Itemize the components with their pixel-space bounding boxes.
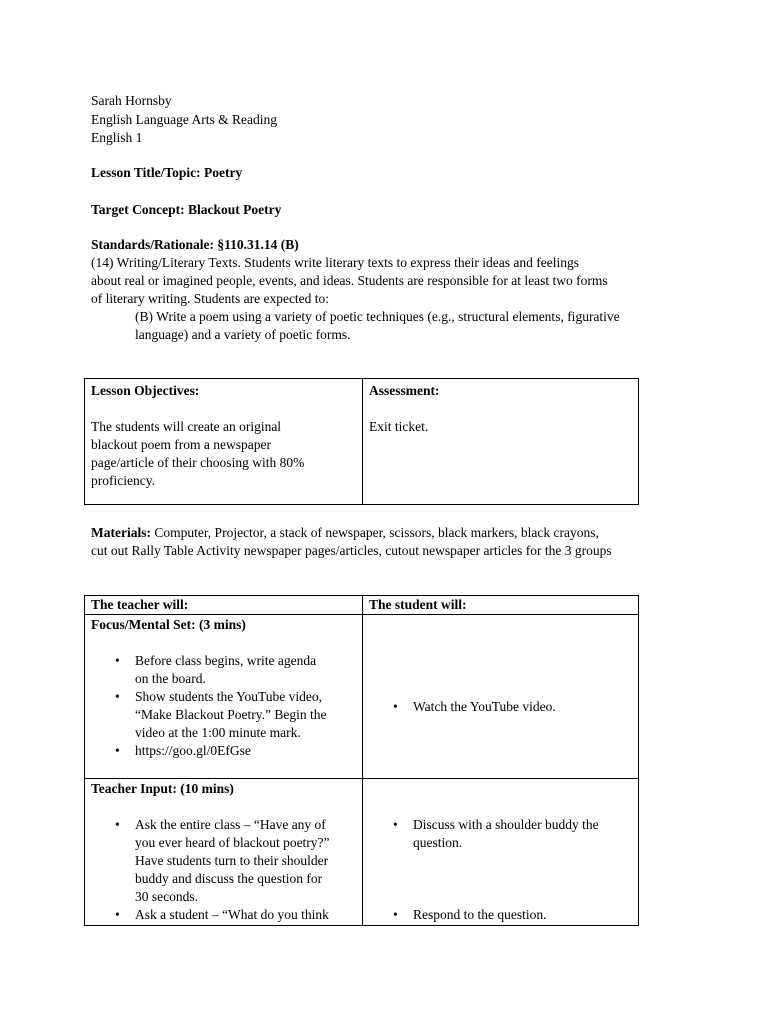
course-name: English 1 xyxy=(91,130,143,145)
assessment-text: Exit ticket. xyxy=(369,419,429,434)
assessment-cell xyxy=(363,379,639,505)
focus-teacher-cell xyxy=(85,615,363,779)
focus-label: Focus/Mental Set: (3 mins) xyxy=(91,617,246,632)
standards-indented-line: (B) Write a poem using a variety of poetic techniques (e.g., structural elements, figurative xyxy=(135,309,620,324)
list-item: • Before class begins, write agenda on the board. xyxy=(135,652,356,688)
objectives-cell xyxy=(85,379,363,505)
list-item: • Show students the YouTube video, “Make Blackout Poetry.” Begin the video at the 1:00 minute mark. xyxy=(135,688,356,742)
objectives-label: Lesson Objectives: xyxy=(91,383,200,398)
input-student-list xyxy=(369,816,632,852)
student-header: The student will: xyxy=(363,596,639,615)
objectives-line: blackout poem from a newspaper xyxy=(91,437,271,452)
input-label: Teacher Input: (10 mins) xyxy=(91,781,234,796)
standards-line: about real or imagined people, events, and ideas. Students are responsible for at least two forms xyxy=(91,273,608,288)
materials-label: Materials: xyxy=(91,525,151,540)
materials-line: cut out Rally Table Activity newspaper pages/articles, cutout newspaper articles for the 3 groups xyxy=(91,543,612,558)
input-teacher-cell xyxy=(85,779,363,926)
list-item: • Ask a student – “What do you think xyxy=(135,906,356,924)
input-teacher-list xyxy=(91,816,356,924)
objectives-line: proficiency. xyxy=(91,473,155,488)
standards-text xyxy=(91,254,691,344)
focus-teacher-list xyxy=(91,652,356,760)
author-name: Sarah Hornsby xyxy=(91,93,172,108)
list-item: • Discuss with a shoulder buddy the question. xyxy=(413,816,632,852)
standards-line: (14) Writing/Literary Texts. Students write literary texts to express their ideas and feelings xyxy=(91,255,580,270)
materials-line: Computer, Projector, a stack of newspaper, scissors, black markers, black crayons, xyxy=(150,525,599,540)
focus-student-list xyxy=(369,698,632,716)
lesson-title: Lesson Title/Topic: Poetry xyxy=(91,165,243,180)
objectives-line: page/article of their choosing with 80% xyxy=(91,455,305,470)
input-student-cell xyxy=(363,779,639,926)
subject-name: English Language Arts & Reading xyxy=(91,111,277,127)
standards-line: of literary writing. Students are expected to: xyxy=(91,291,330,306)
materials-block xyxy=(91,524,691,560)
list-item: • Ask the entire class – “Have any of you ever heard of blackout poetry?” Have students turn to their shoulder buddy and discuss the question for 30 seconds. xyxy=(135,816,356,906)
assessment-label: Assessment: xyxy=(369,383,440,398)
target-concept: Target Concept: Blackout Poetry xyxy=(91,202,282,217)
objectives-table xyxy=(84,378,639,505)
list-item: • Watch the YouTube video. xyxy=(413,698,632,716)
standards-indented-line: language) and a variety of poetic forms. xyxy=(135,327,351,342)
teacher-header: The teacher will: xyxy=(85,596,363,615)
objectives-line: The students will create an original xyxy=(91,419,282,434)
standards-heading: Standards/Rationale: §110.31.14 (B) xyxy=(91,237,299,252)
list-item xyxy=(135,742,356,760)
header-block xyxy=(91,92,691,148)
lesson-plan-table xyxy=(84,595,639,926)
list-item: • Respond to the question. xyxy=(413,906,632,924)
input-student-list xyxy=(369,906,632,924)
video-link[interactable]: • https://goo.gl/0EfGse xyxy=(135,743,251,758)
focus-student-cell xyxy=(363,615,639,779)
